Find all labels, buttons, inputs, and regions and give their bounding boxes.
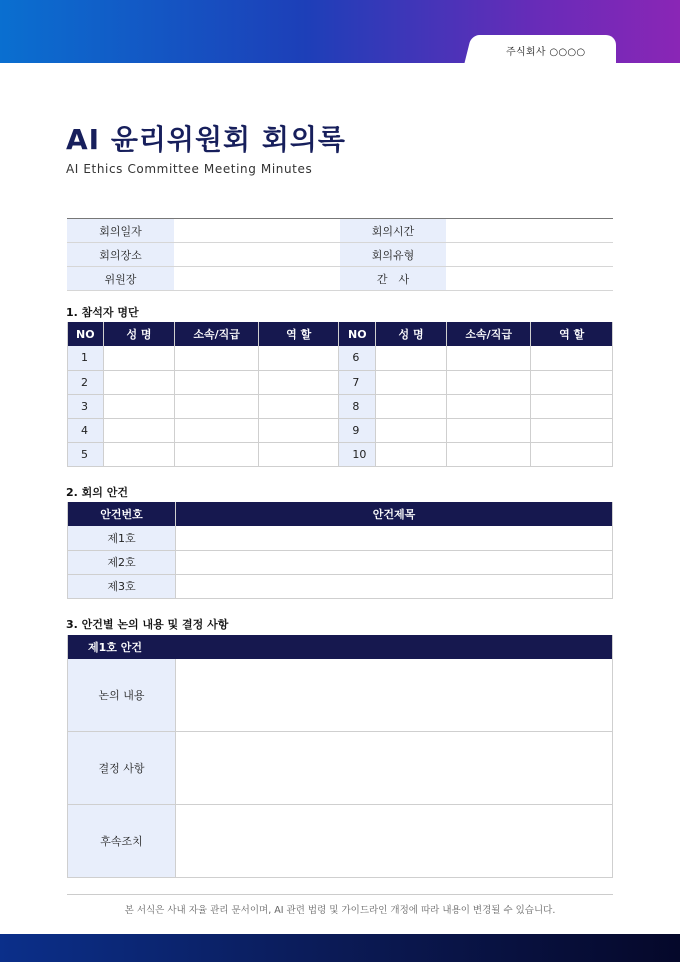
page-subtitle: AI Ethics Committee Meeting Minutes: [66, 162, 313, 176]
column-header: 역 할: [531, 322, 613, 346]
affiliation-cell[interactable]: [446, 442, 531, 466]
section-2-title: 2. 회의 안건: [66, 486, 128, 499]
decision-label: 결정 사항: [68, 732, 176, 805]
meeting-place-label: 회의장소: [67, 243, 174, 267]
column-header: NO: [339, 322, 376, 346]
row-number: 8: [339, 394, 376, 418]
table-row: [68, 805, 613, 878]
role-cell[interactable]: [531, 370, 613, 394]
discussion-label: 논의 내용: [68, 659, 176, 732]
table-header-row: [68, 635, 613, 659]
table-header-row: [68, 322, 613, 346]
column-header: 소속/직급: [175, 322, 259, 346]
affiliation-cell[interactable]: [175, 346, 259, 370]
chair-label: 위원장: [67, 267, 174, 291]
role-cell[interactable]: [531, 418, 613, 442]
name-cell[interactable]: [376, 346, 447, 370]
row-number: 1: [68, 346, 104, 370]
meeting-type-field[interactable]: [446, 243, 613, 267]
column-header: 역 할: [258, 322, 339, 346]
column-header: 성 명: [103, 322, 175, 346]
name-cell[interactable]: [103, 418, 175, 442]
secretary-field[interactable]: [446, 267, 613, 291]
name-cell[interactable]: [103, 442, 175, 466]
name-cell[interactable]: [376, 394, 447, 418]
row-number: 3: [68, 394, 104, 418]
table-row: [68, 346, 613, 370]
row-number: 4: [68, 418, 104, 442]
row-number: 2: [68, 370, 104, 394]
role-cell[interactable]: [531, 346, 613, 370]
affiliation-cell[interactable]: [175, 394, 259, 418]
attendee-table: [67, 322, 613, 467]
footer-band: [0, 934, 680, 962]
section-1-title: 1. 참석자 명단: [66, 306, 139, 319]
table-row: [68, 659, 613, 732]
meeting-time-label: 회의시간: [340, 219, 446, 243]
discussion-field[interactable]: [176, 659, 613, 732]
agenda-title-cell[interactable]: [176, 574, 613, 598]
table-row: [68, 550, 613, 574]
affiliation-cell[interactable]: [175, 442, 259, 466]
role-cell[interactable]: [258, 394, 339, 418]
table-row: [68, 394, 613, 418]
section-3-title: 3. 안건별 논의 내용 및 결정 사항: [66, 618, 229, 631]
column-header: 성 명: [376, 322, 447, 346]
chair-field[interactable]: [174, 267, 340, 291]
agenda-number: 제1호: [68, 526, 176, 550]
agenda-title-cell[interactable]: [176, 526, 613, 550]
meeting-date-label: 회의일자: [67, 219, 174, 243]
row-number: 7: [339, 370, 376, 394]
table-row: [68, 442, 613, 466]
agenda-number: 제2호: [68, 550, 176, 574]
role-cell[interactable]: [258, 418, 339, 442]
secretary-label: 간 사: [340, 267, 446, 291]
footer-divider: [67, 894, 613, 895]
column-header: 안건제목: [176, 502, 613, 526]
row-number: 10: [339, 442, 376, 466]
meeting-place-field[interactable]: [174, 243, 340, 267]
row-number: 6: [339, 346, 376, 370]
affiliation-cell[interactable]: [446, 346, 531, 370]
table-row: [67, 243, 613, 267]
name-cell[interactable]: [376, 370, 447, 394]
column-header: 소속/직급: [446, 322, 531, 346]
meeting-date-field[interactable]: [174, 219, 340, 243]
row-number: 5: [68, 442, 104, 466]
column-header: 안건번호: [68, 502, 176, 526]
row-number: 9: [339, 418, 376, 442]
affiliation-cell[interactable]: [175, 418, 259, 442]
agenda-title-cell[interactable]: [176, 550, 613, 574]
affiliation-cell[interactable]: [446, 394, 531, 418]
decision-field[interactable]: [176, 732, 613, 805]
table-row: [68, 574, 613, 598]
affiliation-cell[interactable]: [446, 370, 531, 394]
agenda-table: [67, 502, 613, 599]
name-cell[interactable]: [376, 442, 447, 466]
follow-up-label: 후속조치: [68, 805, 176, 878]
table-row: [67, 219, 613, 243]
table-row: [67, 267, 613, 291]
meeting-time-field[interactable]: [446, 219, 613, 243]
table-row: [68, 526, 613, 550]
meeting-info-table: [67, 218, 613, 291]
table-header-row: [68, 502, 613, 526]
role-cell[interactable]: [531, 442, 613, 466]
name-cell[interactable]: [103, 346, 175, 370]
page-title: AI 윤리위원회 회의록: [66, 123, 346, 156]
name-cell[interactable]: [103, 394, 175, 418]
agenda-number: 제3호: [68, 574, 176, 598]
table-row: [68, 370, 613, 394]
role-cell[interactable]: [258, 442, 339, 466]
affiliation-cell[interactable]: [446, 418, 531, 442]
meeting-type-label: 회의유형: [340, 243, 446, 267]
agenda-header: 제1호 안건: [68, 635, 613, 659]
follow-up-field[interactable]: [176, 805, 613, 878]
table-row: [68, 418, 613, 442]
name-cell[interactable]: [376, 418, 447, 442]
company-name: 주식회사 ○○○○: [506, 47, 586, 58]
column-header: NO: [68, 322, 104, 346]
table-row: [68, 732, 613, 805]
role-cell[interactable]: [531, 394, 613, 418]
affiliation-cell[interactable]: [175, 370, 259, 394]
name-cell[interactable]: [103, 370, 175, 394]
footer-note: 본 서식은 사내 자율 관리 문서이며, AI 관련 법령 및 가이드라인 개정에 따라 내용이 변경될 수 있습니다.: [124, 905, 556, 916]
role-cell[interactable]: [258, 370, 339, 394]
discussion-table: [67, 635, 613, 878]
role-cell[interactable]: [258, 346, 339, 370]
